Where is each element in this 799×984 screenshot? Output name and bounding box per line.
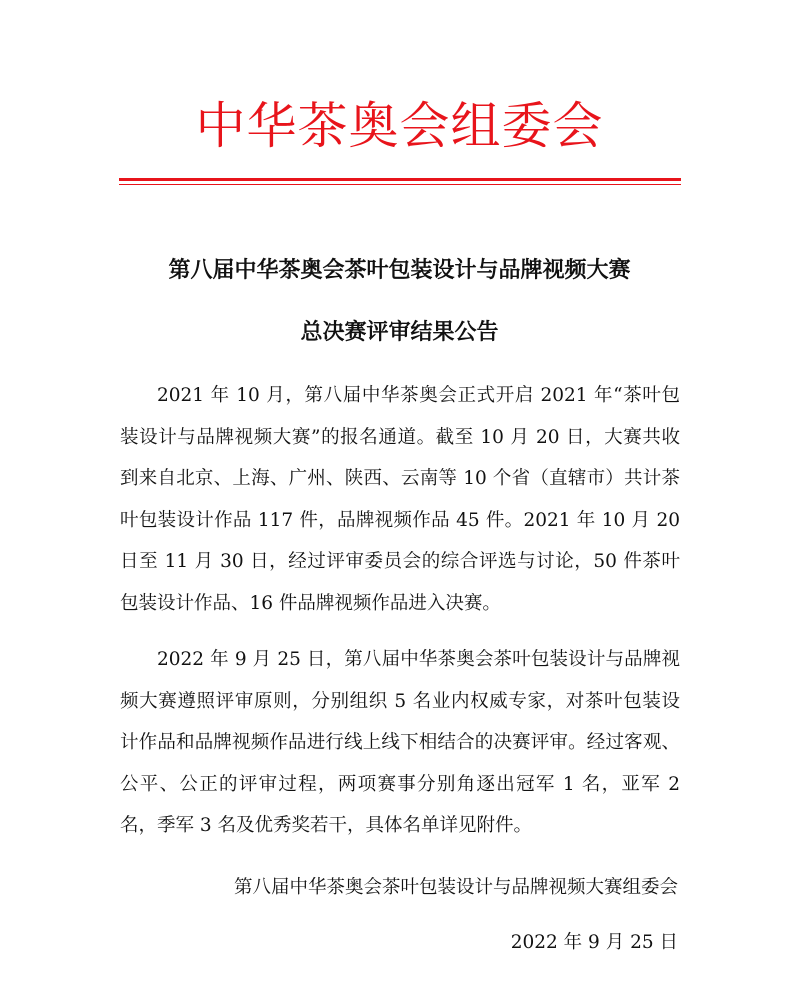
document-title-line-1: 第八届中华茶奥会茶叶包装设计与品牌视频大赛 [168,258,631,283]
header-divider-thin [119,184,681,185]
signature-date: 2022 年 9 月 25 日 [510,932,678,953]
body-paragraph-1: 2021 年 10 月，第八届中华茶奥会正式开启 2021 年“茶叶包装设计与品牌视频大赛”的报名通道。截至 10 月 20 日，大赛共收到来自北京、上海、广州、陕西、云南等 10 个省（直辖市）共计茶叶包装设计作品 117 件，品牌视频作品 45 件。2021 年 10 月 20 日至 11 月 30 日，经过评审委员会的综合评选与讨论，50 件茶叶包装设计作品、16 件品牌视频作品进入决赛。 [120,385,680,614]
body-paragraph-2: 2022 年 9 月 25 日，第八届中华茶奥会茶叶包装设计与品牌视频大赛遵照评审原则，分别组织 5 名业内权威专家，对茶叶包装设计作品和品牌视频作品进行线上线下相结合的决赛评审。经过客观、公平、公正的评审过程，两项赛事分别角逐出冠军 1 名，亚军 2 名，季军 3 名及优秀奖若干，具体名单详见附件。 [120,649,680,836]
document-title-line-2: 总决赛评审结果公告 [300,320,499,345]
signature-organization: 第八届中华茶奥会茶叶包装设计与品牌视频大赛组委会 [233,877,678,898]
organization-header: 中华茶奥会组委会 [195,97,604,155]
header-divider-thick [119,178,681,181]
